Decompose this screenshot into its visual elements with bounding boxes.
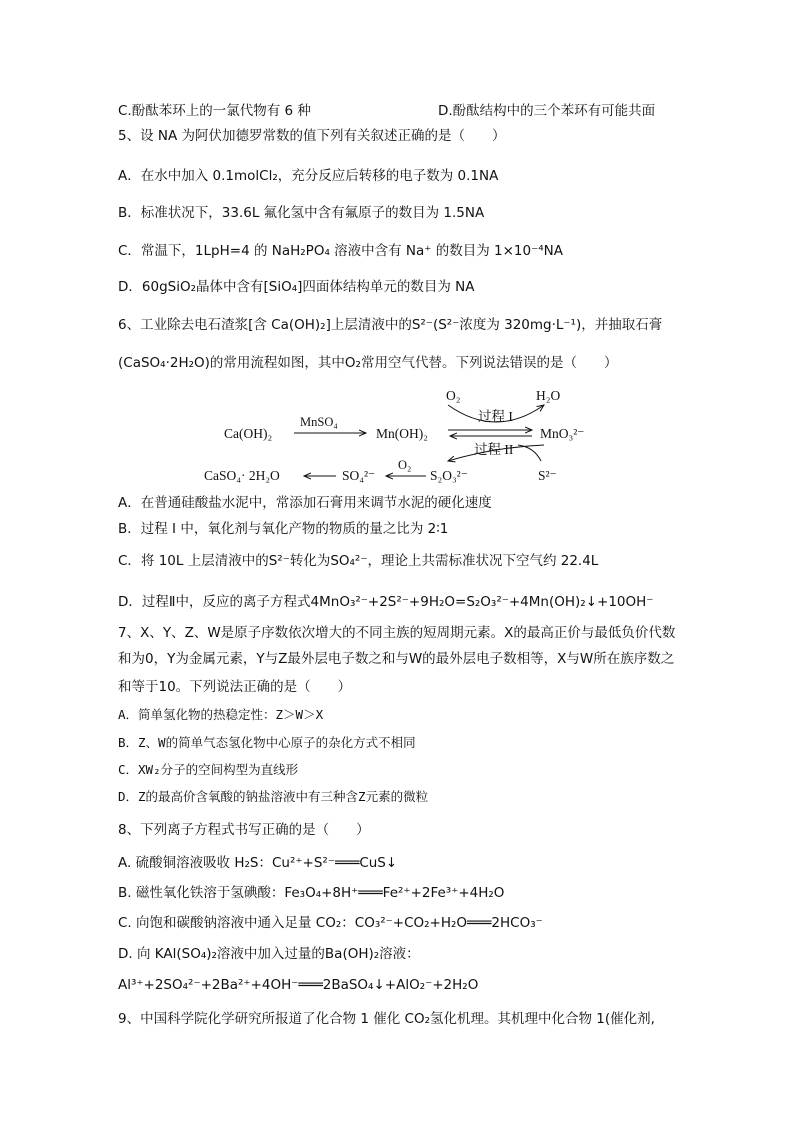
s2-feed-arc xyxy=(518,445,541,461)
s2-label: S²⁻ xyxy=(538,468,557,483)
q6-option-b: B．过程 I 中，氧化剂与氧化产物的物质的量之比为 2∶1 xyxy=(118,521,449,537)
q6-stem-line1: 6、工业除去电石渣浆[含 Ca(OH)₂]上层清液中的S²⁻(S²⁻浓度为 320mg·L⁻¹)，并抽取石膏 xyxy=(118,317,663,333)
q7-stem-line3: 和等于10。下列说法正确的是（ ） xyxy=(118,679,352,695)
q8-option-c: C. 向饱和碳酸钠溶液中通入足量 CO₂：CO₃²⁻+CO₂+H₂O═══2HCO₃⁻ xyxy=(118,915,543,931)
q6-option-d: D．过程Ⅱ中，反应的离子方程式4MnO₃²⁻+2S²⁻+9H₂O=S₂O₃²⁻+4Mn(OH)₂↓+10OH⁻ xyxy=(118,594,654,610)
q8-option-d-line1: D. 向 KAl(SO₄)₂溶液中加入过量的Ba(OH)₂溶液： xyxy=(118,946,420,962)
mno3-label: MnO₃²⁻ xyxy=(540,426,585,441)
q4-option-d: D.酚酞结构中的三个苯环有可能共面 xyxy=(438,103,656,119)
q7-option-a: A．简单氢化物的热稳定性：Z＞W＞X xyxy=(118,707,324,722)
process2-label: 过程 II xyxy=(474,442,514,457)
q6-option-a: A．在普通硅酸盐水泥中，常添加石膏用来调节水泥的硬化速度 xyxy=(118,495,492,511)
q8-stem: 8、下列离子方程式书写正确的是（ ） xyxy=(118,822,370,838)
o2-label-top: O₂ xyxy=(446,388,461,403)
caoh2-label: Ca(OH)₂ xyxy=(224,426,273,441)
q7-stem-line2: 和为0，Y为金属元素，Y与Z最外层电子数之和与W的最外层电子数相等，X与W所在族序数之 xyxy=(118,651,675,667)
q5-option-a: A．在水中加入 0.1molCl₂，充分反应后转移的电子数为 0.1NA xyxy=(118,168,499,184)
q7-option-d: D．Z的最高价含氧酸的钠盐溶液中有三种含Z元素的微粒 xyxy=(118,789,429,804)
o2-label-mid: O₂ xyxy=(398,458,412,472)
s2o3-label: S₂O₃²⁻ xyxy=(430,468,468,483)
q5-option-d: D．60gSiO₂晶体中含有[SiO₄]四面体结构单元的数目为 NA xyxy=(118,279,475,295)
q5-option-b: B．标准状况下，33.6L 氟化氢中含有氟原子的数目为 1.5NA xyxy=(118,205,485,221)
q7-option-c: C．XW₂分子的空间构型为直线形 xyxy=(118,762,299,777)
q5-stem: 5、设 NA 为阿伏加德罗常数的值下列有关叙述正确的是（ ） xyxy=(118,128,506,144)
q7-stem-line1: 7、X、Y、Z、W是原子序数依次增大的不同主族的短周期元素。X的最高正价与最低负价代数 xyxy=(118,625,676,641)
q6-stem-line2: (CaSO₄·2H₂O)的常用流程如图，其中O₂常用空气代替。下列说法错误的是（ ） xyxy=(118,355,618,371)
process1-label: 过程 I xyxy=(478,409,513,424)
q7-option-b: B．Z、W的简单气态氢化物中心原子的杂化方式不相同 xyxy=(118,735,416,750)
h2o-label-top: H₂O xyxy=(536,388,561,403)
so4-label: SO₄²⁻ xyxy=(342,468,376,483)
q9-stem: 9、中国科学院化学研究所报道了化合物 1 催化 CO₂氢化机理。其机理中化合物 1(催化剂, xyxy=(118,1011,655,1027)
mnso4-label: MnSO₄ xyxy=(300,415,338,429)
q4-option-c: C.酚酞苯环上的一氯代物有 6 种 xyxy=(118,103,311,119)
q6-option-c: C．将 10L 上层清液中的S²⁻转化为SO₄²⁻，理论上共需标准状况下空气约 22.4L xyxy=(118,553,599,569)
q8-option-b: B. 磁性氧化铁溶于氢碘酸：Fe₃O₄+8H⁺═══Fe²⁺+2Fe³⁺+4H₂O xyxy=(118,885,505,901)
caso4-label: CaSO₄· 2H₂O xyxy=(204,468,280,483)
flow-diagram xyxy=(196,381,606,491)
q5-option-c: C．常温下，1LpH=4 的 NaH₂PO₄ 溶液中含有 Na⁺ 的数目为 1×10⁻⁴NA xyxy=(118,243,563,259)
q8-option-d-line2: Al³⁺+2SO₄²⁻+2Ba²⁺+4OH⁻═══2BaSO₄↓+AlO₂⁻+2H₂O xyxy=(118,977,479,993)
mnoh2-label: Mn(OH)₂ xyxy=(376,426,428,441)
q8-option-a: A. 硫酸铜溶液吸收 H₂S：Cu²⁺+S²⁻═══CuS↓ xyxy=(118,855,398,871)
